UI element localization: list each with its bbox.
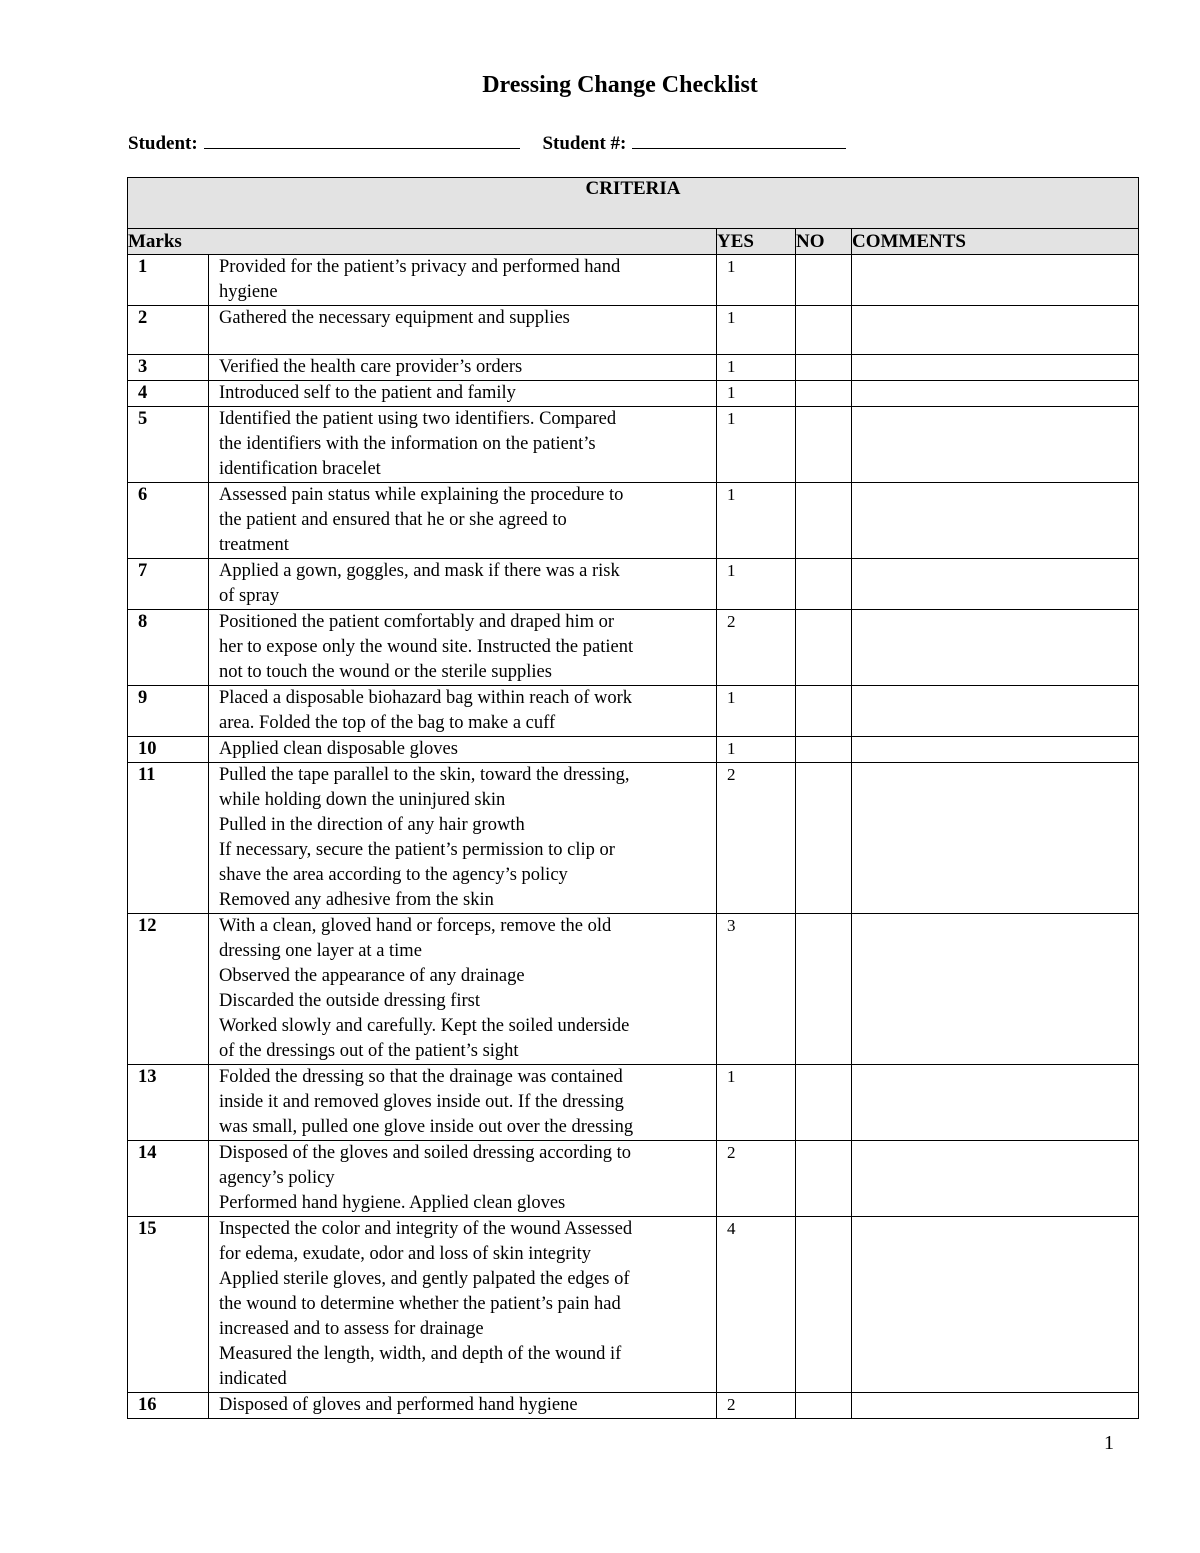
- criterion-line: Performed hand hygiene. Applied clean gloves: [219, 1193, 566, 1213]
- criterion-line: was small, pulled one glove inside out over the dressing: [219, 1117, 634, 1137]
- criterion-line: dressing one layer at a time: [219, 941, 422, 961]
- table-row: [128, 763, 1139, 914]
- no-marks-cell[interactable]: [796, 763, 852, 914]
- student-number-blank[interactable]: [632, 128, 846, 149]
- criterion-number: 3: [128, 355, 209, 381]
- criterion-description: [209, 355, 717, 381]
- yes-marks-cell[interactable]: 2: [717, 1393, 796, 1419]
- criterion-line: Identified the patient using two identifiers. Compared: [219, 409, 617, 429]
- table-row: [128, 306, 1139, 355]
- page-number: 1: [1104, 1432, 1114, 1454]
- table-row: [128, 1217, 1139, 1393]
- criterion-line: for edema, exudate, odor and loss of skin integrity: [219, 1244, 591, 1264]
- no-marks-cell[interactable]: [796, 407, 852, 483]
- criterion-line: Removed any adhesive from the skin: [219, 890, 494, 910]
- criterion-line: Pulled the tape parallel to the skin, toward the dressing,: [219, 765, 630, 785]
- criteria-table: [127, 177, 1139, 1419]
- no-marks-cell[interactable]: [796, 1393, 852, 1419]
- criterion-description: [209, 407, 717, 483]
- table-row: [128, 1065, 1139, 1141]
- table-row: [128, 1141, 1139, 1217]
- yes-marks-cell[interactable]: 1: [717, 306, 796, 355]
- table-row: [128, 355, 1139, 381]
- criterion-description: [209, 737, 717, 763]
- yes-marks-cell[interactable]: 1: [717, 381, 796, 407]
- criterion-line: Placed a disposable biohazard bag within reach of work: [219, 688, 633, 708]
- comments-cell[interactable]: [852, 1141, 1139, 1217]
- criterion-line: of spray: [219, 586, 280, 606]
- criterion-line: area. Folded the top of the bag to make a cuff: [219, 713, 556, 733]
- criterion-description: [209, 1141, 717, 1217]
- comments-cell[interactable]: [852, 381, 1139, 407]
- criterion-description: [209, 686, 717, 737]
- no-marks-cell[interactable]: [796, 381, 852, 407]
- criterion-line: treatment: [219, 535, 289, 555]
- criterion-number: 5: [128, 407, 209, 483]
- comments-cell[interactable]: [852, 1217, 1139, 1393]
- table-row: [128, 483, 1139, 559]
- comments-cell[interactable]: [852, 355, 1139, 381]
- student-number-label: Student #:: [542, 133, 627, 154]
- student-name-blank[interactable]: [204, 128, 520, 149]
- no-marks-cell[interactable]: [796, 737, 852, 763]
- criterion-description: [209, 483, 717, 559]
- table-row: [128, 914, 1139, 1065]
- document-title: Dressing Change Checklist: [482, 72, 758, 98]
- table-row: [128, 381, 1139, 407]
- yes-marks-cell[interactable]: 3: [717, 914, 796, 1065]
- comments-cell[interactable]: [852, 1393, 1139, 1419]
- criterion-line: Applied a gown, goggles, and mask if there was a risk: [219, 561, 620, 581]
- yes-marks-cell[interactable]: 1: [717, 407, 796, 483]
- comments-cell[interactable]: [852, 255, 1139, 306]
- student-label: Student:: [128, 133, 198, 154]
- table-row: [128, 737, 1139, 763]
- table-row: [128, 407, 1139, 483]
- criterion-number: 7: [128, 559, 209, 610]
- column-header-no: NO: [796, 229, 852, 255]
- yes-marks-cell[interactable]: 2: [717, 763, 796, 914]
- criteria-header: CRITERIA: [128, 178, 1139, 229]
- criterion-number: 15: [128, 1217, 209, 1393]
- criterion-line: Applied sterile gloves, and gently palpated the edges of: [219, 1269, 630, 1289]
- criterion-number: 13: [128, 1065, 209, 1141]
- criterion-line: while holding down the uninjured skin: [219, 790, 506, 810]
- comments-cell[interactable]: [852, 763, 1139, 914]
- criterion-description: [209, 255, 717, 306]
- criterion-line: Gathered the necessary equipment and supplies: [219, 308, 570, 328]
- criterion-line: indicated: [219, 1369, 287, 1389]
- criterion-line: Assessed pain status while explaining the procedure to: [219, 485, 624, 505]
- criterion-description: [209, 306, 717, 355]
- criterion-line: her to expose only the wound site. Instructed the patient: [219, 637, 634, 657]
- comments-cell[interactable]: [852, 914, 1139, 1065]
- yes-marks-cell[interactable]: 1: [717, 559, 796, 610]
- criterion-description: [209, 763, 717, 914]
- criterion-line: hygiene: [219, 282, 278, 302]
- criterion-line: Inspected the color and integrity of the wound Assessed: [219, 1219, 633, 1239]
- criterion-line: Provided for the patient’s privacy and performed hand: [219, 257, 621, 277]
- criterion-line: shave the area according to the agency’s policy: [219, 865, 568, 885]
- yes-marks-cell[interactable]: 1: [717, 1065, 796, 1141]
- criterion-number: 10: [128, 737, 209, 763]
- criterion-number: 1: [128, 255, 209, 306]
- criterion-line: agency’s policy: [219, 1168, 335, 1188]
- column-header-row: [128, 229, 1139, 255]
- student-info-line: [128, 128, 846, 155]
- no-marks-cell[interactable]: [796, 1065, 852, 1141]
- criterion-description: [209, 610, 717, 686]
- column-header-comments: COMMENTS: [852, 229, 1139, 255]
- criterion-number: 16: [128, 1393, 209, 1419]
- no-marks-cell[interactable]: [796, 1217, 852, 1393]
- criterion-line: Positioned the patient comfortably and draped him or: [219, 612, 615, 632]
- comments-cell[interactable]: [852, 737, 1139, 763]
- yes-marks-cell[interactable]: 2: [717, 610, 796, 686]
- criterion-line: Disposed of the gloves and soiled dressing according to: [219, 1143, 632, 1163]
- table-row: [128, 559, 1139, 610]
- criteria-header-row: [128, 178, 1139, 229]
- criterion-line: inside it and removed gloves inside out. If the dressing: [219, 1092, 624, 1112]
- criterion-description: [209, 381, 717, 407]
- yes-marks-cell[interactable]: 1: [717, 686, 796, 737]
- criterion-number: 14: [128, 1141, 209, 1217]
- no-marks-cell[interactable]: [796, 355, 852, 381]
- criterion-number: 2: [128, 306, 209, 355]
- criterion-line: not to touch the wound or the sterile supplies: [219, 662, 552, 682]
- comments-cell[interactable]: [852, 1065, 1139, 1141]
- criterion-description: [209, 1393, 717, 1419]
- criterion-line: Verified the health care provider’s orders: [219, 357, 523, 377]
- yes-marks-cell[interactable]: 1: [717, 483, 796, 559]
- criterion-line: the identifiers with the information on the patient’s: [219, 434, 596, 454]
- criterion-number: 4: [128, 381, 209, 407]
- criterion-number: 11: [128, 763, 209, 914]
- no-marks-cell[interactable]: [796, 255, 852, 306]
- criterion-line: If necessary, secure the patient’s permission to clip or: [219, 840, 615, 860]
- criterion-line: Observed the appearance of any drainage: [219, 966, 525, 986]
- table-row: [128, 1393, 1139, 1419]
- comments-cell[interactable]: [852, 610, 1139, 686]
- criterion-line: Folded the dressing so that the drainage was contained: [219, 1067, 623, 1087]
- comments-cell[interactable]: [852, 483, 1139, 559]
- criterion-line: Measured the length, width, and depth of the wound if: [219, 1344, 622, 1364]
- yes-marks-cell[interactable]: 1: [717, 255, 796, 306]
- no-marks-cell[interactable]: [796, 1141, 852, 1217]
- no-marks-cell[interactable]: [796, 306, 852, 355]
- table-row: [128, 255, 1139, 306]
- comments-cell[interactable]: [852, 306, 1139, 355]
- column-header-marks: Marks: [128, 229, 717, 255]
- criterion-line: Pulled in the direction of any hair growth: [219, 815, 525, 835]
- no-marks-cell[interactable]: [796, 483, 852, 559]
- no-marks-cell[interactable]: [796, 914, 852, 1065]
- criterion-line: identification bracelet: [219, 459, 381, 479]
- no-marks-cell[interactable]: [796, 686, 852, 737]
- table-row: [128, 686, 1139, 737]
- criterion-number: 8: [128, 610, 209, 686]
- criterion-line: Discarded the outside dressing first: [219, 991, 480, 1011]
- criterion-line: increased and to assess for drainage: [219, 1319, 484, 1339]
- criterion-line: Worked slowly and carefully. Kept the soiled underside: [219, 1016, 630, 1036]
- criterion-number: 9: [128, 686, 209, 737]
- no-marks-cell[interactable]: [796, 610, 852, 686]
- criterion-line: Introduced self to the patient and family: [219, 383, 516, 403]
- no-marks-cell[interactable]: [796, 559, 852, 610]
- table-row: [128, 610, 1139, 686]
- comments-cell[interactable]: [852, 407, 1139, 483]
- criterion-number: 12: [128, 914, 209, 1065]
- criterion-line: the patient and ensured that he or she agreed to: [219, 510, 567, 530]
- yes-marks-cell[interactable]: 1: [717, 737, 796, 763]
- yes-marks-cell[interactable]: 4: [717, 1217, 796, 1393]
- criterion-description: [209, 1217, 717, 1393]
- criterion-line: With a clean, gloved hand or forceps, remove the old: [219, 916, 612, 936]
- criterion-number: 6: [128, 483, 209, 559]
- comments-cell[interactable]: [852, 559, 1139, 610]
- criterion-description: [209, 559, 717, 610]
- column-header-yes: YES: [717, 229, 796, 255]
- comments-cell[interactable]: [852, 686, 1139, 737]
- yes-marks-cell[interactable]: 2: [717, 1141, 796, 1217]
- criterion-description: [209, 1065, 717, 1141]
- criterion-description: [209, 914, 717, 1065]
- criterion-line: Applied clean disposable gloves: [219, 739, 458, 759]
- yes-marks-cell[interactable]: 1: [717, 355, 796, 381]
- criterion-line: of the dressings out of the patient’s sight: [219, 1041, 519, 1061]
- criterion-line: Disposed of gloves and performed hand hygiene: [219, 1395, 578, 1415]
- criterion-line: the wound to determine whether the patient’s pain had: [219, 1294, 621, 1314]
